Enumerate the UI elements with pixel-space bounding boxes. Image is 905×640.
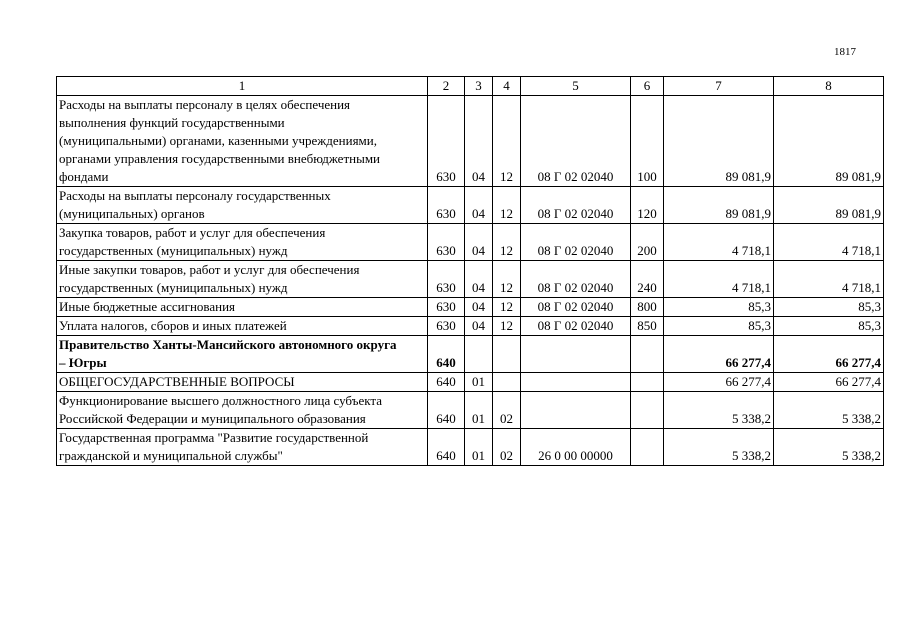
cell-expense-type [631,429,664,466]
cell-expense-type [631,392,664,429]
cell-target-article: 08 Г 02 02040 [521,261,631,298]
cell-admin-code: 630 [428,298,465,317]
cell-section: 04 [465,224,493,261]
cell-admin-code: 640 [428,336,465,373]
cell-section: 01 [465,373,493,392]
cell-subsection: 02 [493,429,521,466]
table-row [57,392,884,429]
table-row [57,298,884,317]
cell-amount: 85,3 [664,317,774,336]
cell-subsection: 12 [493,224,521,261]
row-name: Расходы на выплаты персоналу в целях обеспечения выполнения функций государственными (муниципальными) органами, казенными учреждениями, органами управления государственными внебюджетными фондами [57,96,428,187]
table-row [57,96,884,187]
cell-admin-code: 630 [428,261,465,298]
cell-target-article: 08 Г 02 02040 [521,187,631,224]
cell-section: 04 [465,96,493,187]
row-name: Функционирование высшего должностного лица субъекта Российской Федерации и муниципального образования [57,392,428,429]
cell-amount: 89 081,9 [774,187,884,224]
cell-subsection: 12 [493,298,521,317]
table-row [57,261,884,298]
table-row [57,187,884,224]
cell-expense-type [631,336,664,373]
cell-target-article [521,373,631,392]
table-row [57,429,884,466]
cell-expense-type: 800 [631,298,664,317]
cell-amount: 5 338,2 [664,392,774,429]
cell-amount: 5 338,2 [664,429,774,466]
cell-amount: 4 718,1 [774,224,884,261]
row-name: Иные закупки товаров, работ и услуг для обеспечения государственных (муниципальных) нужд [57,261,428,298]
cell-admin-code: 630 [428,224,465,261]
cell-amount: 66 277,4 [774,336,884,373]
cell-amount: 4 718,1 [774,261,884,298]
column-header: 6 [631,77,664,96]
cell-section: 01 [465,429,493,466]
row-name: Правительство Ханты-Мансийского автономного округа – Югры [57,336,428,373]
cell-target-article: 08 Г 02 02040 [521,224,631,261]
column-header: 2 [428,77,465,96]
cell-amount: 4 718,1 [664,261,774,298]
cell-expense-type [631,373,664,392]
table-row [57,317,884,336]
cell-expense-type: 850 [631,317,664,336]
column-header: 5 [521,77,631,96]
cell-admin-code: 640 [428,429,465,466]
column-header: 7 [664,77,774,96]
cell-subsection: 12 [493,317,521,336]
cell-section [465,336,493,373]
cell-target-article: 08 Г 02 02040 [521,317,631,336]
cell-admin-code: 630 [428,96,465,187]
page-number: 1817 [834,46,856,58]
cell-expense-type: 240 [631,261,664,298]
cell-amount: 89 081,9 [664,96,774,187]
cell-section: 04 [465,187,493,224]
cell-expense-type: 100 [631,96,664,187]
row-name: ОБЩЕГОСУДАРСТВЕННЫЕ ВОПРОСЫ [57,373,428,392]
cell-expense-type: 120 [631,187,664,224]
row-name: Иные бюджетные ассигнования [57,298,428,317]
cell-expense-type: 200 [631,224,664,261]
column-header: 4 [493,77,521,96]
cell-section: 04 [465,261,493,298]
column-header: 8 [774,77,884,96]
table-row [57,336,884,373]
cell-admin-code: 630 [428,187,465,224]
row-name: Государственная программа "Развитие государственной гражданской и муниципальной службы" [57,429,428,466]
cell-admin-code: 640 [428,392,465,429]
cell-amount: 4 718,1 [664,224,774,261]
cell-target-article [521,336,631,373]
table-row [57,373,884,392]
row-name: Расходы на выплаты персоналу государственных (муниципальных) органов [57,187,428,224]
cell-subsection [493,373,521,392]
budget-table [56,76,884,466]
column-header: 3 [465,77,493,96]
cell-subsection [493,336,521,373]
cell-subsection: 02 [493,392,521,429]
cell-subsection: 12 [493,261,521,298]
cell-section: 01 [465,392,493,429]
row-name: Уплата налогов, сборов и иных платежей [57,317,428,336]
cell-section: 04 [465,317,493,336]
cell-amount: 85,3 [774,317,884,336]
cell-amount: 89 081,9 [664,187,774,224]
cell-amount: 66 277,4 [664,373,774,392]
cell-target-article: 08 Г 02 02040 [521,298,631,317]
cell-section: 04 [465,298,493,317]
cell-subsection: 12 [493,96,521,187]
cell-target-article [521,392,631,429]
cell-admin-code: 630 [428,317,465,336]
row-name: Закупка товаров, работ и услуг для обеспечения государственных (муниципальных) нужд [57,224,428,261]
header-row [57,77,884,96]
cell-target-article: 08 Г 02 02040 [521,96,631,187]
cell-subsection: 12 [493,187,521,224]
cell-admin-code: 640 [428,373,465,392]
cell-amount: 89 081,9 [774,96,884,187]
cell-amount: 5 338,2 [774,429,884,466]
cell-target-article: 26 0 00 00000 [521,429,631,466]
table-row [57,224,884,261]
cell-amount: 66 277,4 [664,336,774,373]
cell-amount: 85,3 [664,298,774,317]
cell-amount: 85,3 [774,298,884,317]
cell-amount: 5 338,2 [774,392,884,429]
cell-amount: 66 277,4 [774,373,884,392]
column-header: 1 [57,77,428,96]
